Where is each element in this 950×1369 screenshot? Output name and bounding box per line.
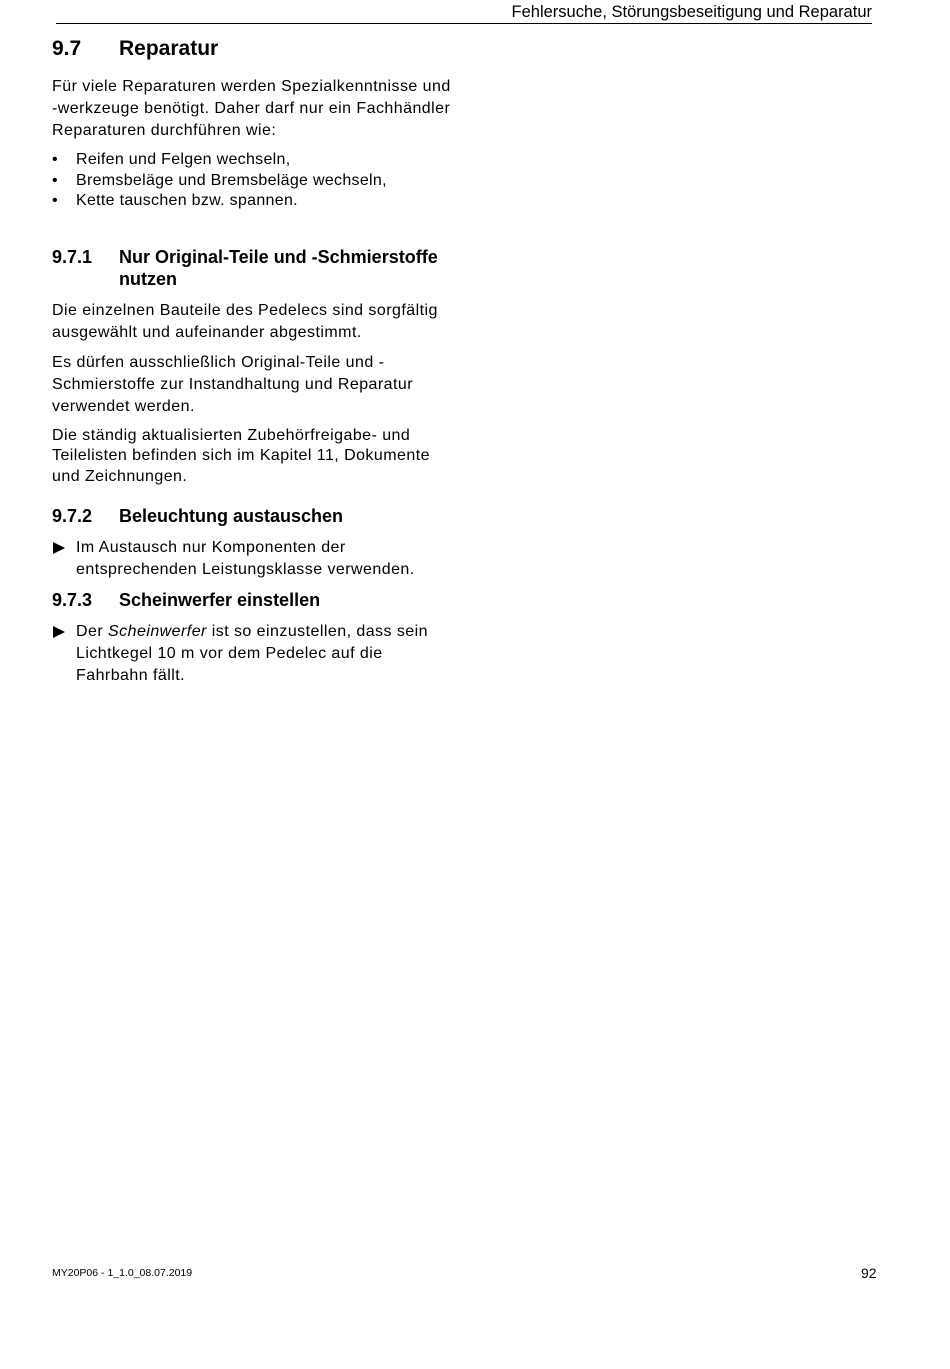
subsection-heading-lighting	[52, 505, 452, 527]
action-text-emphasis: Scheinwerfer	[108, 623, 207, 640]
subsection-title: Beleuchtung austauschen	[119, 506, 344, 526]
paragraph: Es dürfen ausschließlich Original-Teile und -Schmierstoffe zur Instandhaltung und Reparatur verwendet werden.	[52, 353, 414, 415]
subsection-number: 9.7.2	[52, 506, 93, 526]
action-arrow-icon	[53, 542, 65, 554]
footer-page-number: 92	[861, 1265, 877, 1281]
action-text-prefix: Der	[76, 623, 104, 640]
subsection-number: 9.7.3	[52, 590, 93, 610]
running-header: Fehlersuche, Störungsbeseitigung und Reparatur	[56, 3, 872, 24]
action-step	[52, 537, 452, 581]
section-title: Reparatur	[119, 37, 219, 60]
list-item: • Bremsbeläge und Bremsbeläge wechseln,	[52, 171, 452, 192]
repair-list	[52, 150, 452, 212]
subsection-heading-original-parts	[52, 246, 452, 290]
subsection-title: Scheinwerfer einstellen	[119, 590, 321, 610]
action-text-rest: ist so einzustellen, dass sein Lichtkegel 10 m vor dem Pedelec auf die Fahrbahn fällt.	[76, 623, 429, 684]
subsection-heading-headlight	[52, 589, 452, 611]
paragraph: Die einzelnen Bauteile des Pedelecs sind sorgfältig ausgewählt und aufeinander abgestimmt.	[52, 301, 438, 341]
list-item: • Reifen und Felgen wechseln,	[52, 150, 452, 171]
subsection-number: 9.7.1	[52, 246, 93, 267]
list-item: • Kette tauschen bzw. spannen.	[52, 191, 452, 212]
action-step	[52, 621, 452, 687]
footer-document-id: MY20P06 - 1_1.0_08.07.2019	[52, 1267, 193, 1279]
page-content	[52, 36, 452, 695]
section-number: 9.7	[52, 37, 82, 60]
paragraph: Die ständig aktualisierten Zubehörfreigabe- und Teilelisten befinden sich im Kapitel 11, Dokumente und Zeichnungen.	[52, 426, 430, 485]
section-heading	[52, 36, 452, 62]
subsection-title: Nur Original-Teile und -Schmierstoffe nutzen	[119, 246, 438, 289]
section-intro: Für viele Reparaturen werden Spezialkenntnisse und -werkzeuge benötigt. Daher darf nur ein Fachhändler Reparaturen durchführen wie:	[52, 78, 451, 139]
action-arrow-icon	[53, 626, 65, 638]
action-text: Im Austausch nur Komponenten der entsprechenden Leistungsklasse verwenden.	[76, 539, 415, 578]
